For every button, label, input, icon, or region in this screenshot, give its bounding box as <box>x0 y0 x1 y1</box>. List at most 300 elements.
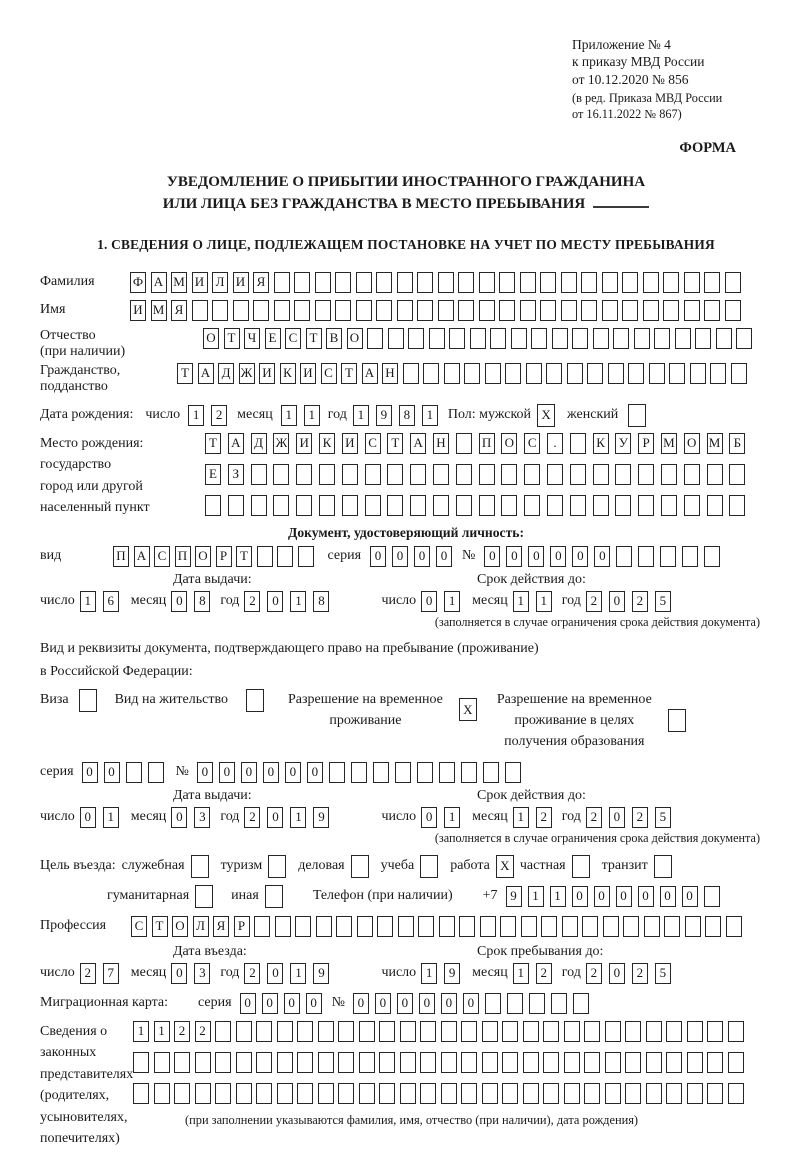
representative-cell <box>277 1052 293 1073</box>
representative-cell <box>359 1083 375 1104</box>
residence-number-cell <box>461 762 477 783</box>
firstname-cell <box>581 300 597 321</box>
firstname-cell <box>704 300 720 321</box>
representative-cell <box>420 1021 436 1042</box>
doc-number-cell: 0 <box>594 546 610 567</box>
valid-day-cell: 1 <box>444 591 460 612</box>
doc-series-cells <box>370 546 452 567</box>
representative-cell <box>687 1021 703 1042</box>
patronymic-cell <box>654 328 670 349</box>
citizenship-cell: Н <box>382 363 398 384</box>
residence-number-cell: 0 <box>241 762 257 783</box>
firstname-cell <box>356 300 372 321</box>
firstname-cell <box>663 300 679 321</box>
issue-day-cell: 0 <box>80 807 96 828</box>
representatives-note: (при заполнении указываются фамилия, имя, отчество (при наличии), дата рождения) <box>185 1112 639 1127</box>
temp-residence-box: X <box>459 698 477 721</box>
phone-cell: 0 <box>660 886 676 907</box>
month-label: месяц <box>130 593 167 609</box>
birth-place-cell <box>456 433 472 454</box>
stay-year-cell: 2 <box>632 963 648 984</box>
representative-cell <box>174 1052 190 1073</box>
doc-number-cell: 0 <box>550 546 566 567</box>
citizenship-cell <box>628 363 644 384</box>
representative-cell <box>379 1052 395 1073</box>
representative-cell <box>297 1052 313 1073</box>
phone-cell: 0 <box>572 886 588 907</box>
migration-number-cell <box>551 993 567 1014</box>
profession-label: Профессия <box>40 918 107 934</box>
patronymic-cell: Т <box>224 328 240 349</box>
representative-cell <box>441 1052 457 1073</box>
representative-cell <box>564 1021 580 1042</box>
validity-note: (заполняется в случае ограничения срока действия документа) <box>434 830 760 845</box>
patronymic-cells <box>203 328 752 349</box>
forma-label: ФОРМА <box>679 139 736 156</box>
valid-year-cells <box>586 591 671 612</box>
birth-place-cell <box>684 464 700 485</box>
issue-day-cell: 6 <box>103 591 119 612</box>
migration-number-cell <box>573 993 589 1014</box>
entry-month-cell: 3 <box>194 963 210 984</box>
firstname-cell <box>438 300 454 321</box>
profession-cell <box>500 916 516 937</box>
issue-year-cell: 1 <box>290 591 306 612</box>
representative-cell <box>359 1021 375 1042</box>
sex-female-box <box>628 404 646 427</box>
birth-place-cell: А <box>228 433 244 454</box>
profession-cell <box>623 916 639 937</box>
firstname-cell <box>520 300 536 321</box>
surname-cell: М <box>171 272 187 293</box>
representative-cell <box>420 1052 436 1073</box>
doc-kind-cell: С <box>154 546 170 567</box>
profession-cell <box>541 916 557 937</box>
migration-card-row <box>40 993 772 1014</box>
month-label: месяц <box>472 965 508 981</box>
patronymic-cell <box>449 328 465 349</box>
surname-cell <box>602 272 618 293</box>
migration-series-label: серия <box>198 995 232 1011</box>
profession-cell: Р <box>234 916 250 937</box>
firstname-cell <box>233 300 249 321</box>
birth-place-cell: Н <box>433 433 449 454</box>
migration-number-cell: 0 <box>375 993 391 1014</box>
birth-place-cell: П <box>479 433 495 454</box>
patronymic-cell <box>675 328 691 349</box>
surname-cell <box>376 272 392 293</box>
birth-day-label: число <box>145 407 181 423</box>
birth-place-cell <box>570 495 586 516</box>
visa-checkbox <box>73 689 97 712</box>
firstname-cell: М <box>151 300 167 321</box>
representative-cell <box>195 1083 211 1104</box>
temp-residence-checkbox <box>453 698 477 721</box>
patronymic-cell <box>408 328 424 349</box>
doc-kind-cell: Т <box>236 546 252 567</box>
representatives-cells-row1 <box>133 1021 744 1042</box>
doc-number-cell <box>638 546 654 567</box>
birth-year-cell: 1 <box>422 405 438 426</box>
visit-purpose-row1 <box>40 855 772 878</box>
issue-date-header: Дата выдачи: <box>173 571 252 587</box>
stay-day-cell: 1 <box>421 963 437 984</box>
birth-place-cell <box>410 464 426 485</box>
residence-number-cell <box>483 762 499 783</box>
representative-cell <box>154 1052 170 1073</box>
profession-cell <box>480 916 496 937</box>
valid-year-cell: 2 <box>632 807 648 828</box>
representative-cell <box>584 1083 600 1104</box>
surname-cell <box>540 272 556 293</box>
birth-place-cell <box>729 464 745 485</box>
doc-number-cell: 0 <box>572 546 588 567</box>
birth-place-cell: Д <box>251 433 267 454</box>
valid-year-cells <box>586 807 671 828</box>
visit-purpose-row2 <box>40 885 772 908</box>
representative-cell <box>379 1021 395 1042</box>
issue-date-header: Дата выдачи: <box>173 787 252 803</box>
birth-place-cell <box>342 464 358 485</box>
representative-cell <box>605 1021 621 1042</box>
representative-cell <box>441 1083 457 1104</box>
sex-male-box: X <box>537 404 555 427</box>
day-label: число <box>381 809 417 825</box>
representatives-cells-block <box>133 1021 744 1128</box>
birth-place-cell: З <box>228 464 244 485</box>
entry-day-cell: 2 <box>80 963 96 984</box>
entry-month-cells <box>171 963 210 984</box>
birth-place-cell: М <box>661 433 677 454</box>
representative-cell <box>400 1021 416 1042</box>
doc-series-cell: 0 <box>436 546 452 567</box>
visa-label: Виза <box>40 692 69 708</box>
residence-permit-box <box>246 689 264 712</box>
annex-line: от 10.12.2020 № 856 <box>572 71 689 87</box>
firstname-cell <box>643 300 659 321</box>
issue-year-cell: 1 <box>290 807 306 828</box>
issue-year-cell: 2 <box>244 807 260 828</box>
migration-series-cell: 0 <box>284 993 300 1014</box>
citizenship-cell <box>464 363 480 384</box>
representative-cell <box>502 1052 518 1073</box>
day-label: число <box>40 593 75 609</box>
birth-place-cell <box>524 464 540 485</box>
birth-place-cell <box>684 495 700 516</box>
surname-cell <box>417 272 433 293</box>
residence-number-cell: 0 <box>285 762 301 783</box>
purpose-business: служебная <box>122 855 209 878</box>
patronymic-cell <box>572 328 588 349</box>
issue-year-cell: 2 <box>244 591 260 612</box>
representative-cell <box>646 1083 662 1104</box>
doc-number-label: № <box>462 548 476 564</box>
citizenship-cell: Ж <box>239 363 255 384</box>
phone-cell: 0 <box>594 886 610 907</box>
representative-cell <box>236 1021 252 1042</box>
citizenship-cell <box>485 363 501 384</box>
representative-cell <box>236 1052 252 1073</box>
phone-cell: 9 <box>506 886 522 907</box>
doc-kind-cell: А <box>134 546 150 567</box>
firstname-cell <box>602 300 618 321</box>
birth-place-cell <box>615 464 631 485</box>
birth-place-cell <box>661 495 677 516</box>
firstname-cell <box>212 300 228 321</box>
purpose-other-box <box>265 885 283 908</box>
citizenship-label: Гражданство, подданство <box>40 362 121 394</box>
representative-cell <box>318 1052 334 1073</box>
profession-cell <box>439 916 455 937</box>
form-title-line2: ИЛИ ЛИЦА БЕЗ ГРАЖДАНСТВА В МЕСТО ПРЕБЫВАНИЯ <box>40 193 772 216</box>
sex-female-label: женский <box>567 407 619 423</box>
visa-option <box>40 689 97 712</box>
firstname-cell <box>294 300 310 321</box>
surname-cell <box>315 272 331 293</box>
migration-number-cell: 0 <box>463 993 479 1014</box>
patronymic-cell: Ч <box>244 328 260 349</box>
annex-line: к приказу МВД России <box>572 54 705 70</box>
validity-note: (заполняется в случае ограничения срока действия документа) <box>434 614 760 629</box>
birth-place-row <box>40 433 772 519</box>
firstname-cell <box>335 300 351 321</box>
representatives-label: Сведения о законных представителях (родителях, усыновителях, попечителях) <box>40 1023 134 1147</box>
birth-place-cell <box>615 495 631 516</box>
profession-cell <box>377 916 393 937</box>
profession-cell <box>705 916 721 937</box>
stay-year-cell: 2 <box>586 963 602 984</box>
month-label: месяц <box>130 809 167 825</box>
month-label: месяц <box>472 809 508 825</box>
migration-number-cell: 0 <box>441 993 457 1014</box>
surname-cell <box>622 272 638 293</box>
birth-place-cell <box>273 495 289 516</box>
citizenship-cell <box>546 363 562 384</box>
issue-day-cell: 1 <box>103 807 119 828</box>
valid-month-cells <box>513 807 552 828</box>
firstname-cells <box>130 300 741 321</box>
valid-year-cell: 2 <box>586 591 602 612</box>
stay-month-cell: 1 <box>513 963 529 984</box>
profession-cell <box>664 916 680 937</box>
surname-cell: И <box>192 272 208 293</box>
representative-cell <box>666 1083 682 1104</box>
birth-month-cell: 1 <box>281 405 297 426</box>
birth-place-cell <box>319 464 335 485</box>
doc-kind-cell: П <box>175 546 191 567</box>
representative-cell <box>625 1021 641 1042</box>
phone-cell: 1 <box>550 886 566 907</box>
profession-cell <box>562 916 578 937</box>
firstname-row <box>40 300 772 321</box>
valid-day-cell: 1 <box>444 807 460 828</box>
residence-number-label: № <box>175 764 189 780</box>
birth-day-cell: 2 <box>211 405 227 426</box>
representative-cell <box>728 1052 744 1073</box>
birth-place-cell: Ж <box>273 433 289 454</box>
surname-cell <box>684 272 700 293</box>
purpose-private: частная <box>520 855 590 878</box>
representative-cell <box>543 1083 559 1104</box>
citizenship-cell: И <box>300 363 316 384</box>
representative-cell: 1 <box>133 1021 149 1042</box>
issue-month-cell: 8 <box>194 591 210 612</box>
birth-place-cell: Т <box>387 433 403 454</box>
surname-cell <box>356 272 372 293</box>
doc-series-cell: 0 <box>392 546 408 567</box>
migration-series-cell: 0 <box>240 993 256 1014</box>
representative-cell <box>564 1052 580 1073</box>
birth-place-cell <box>251 495 267 516</box>
representative-cell <box>256 1052 272 1073</box>
patronymic-cell: Т <box>306 328 322 349</box>
migration-number-label: № <box>331 995 345 1011</box>
surname-label: Фамилия <box>40 274 95 290</box>
patronymic-cell <box>552 328 568 349</box>
residence-permit-checkbox <box>240 689 264 712</box>
representative-cell <box>318 1021 334 1042</box>
migration-number-cell <box>507 993 523 1014</box>
profession-row <box>40 916 772 937</box>
surname-cell <box>274 272 290 293</box>
form-title-line1: УВЕДОМЛЕНИЕ О ПРИБЫТИИ ИНОСТРАННОГО ГРАЖДАНИНА <box>166 173 646 190</box>
patronymic-cell <box>736 328 752 349</box>
temp-residence-edu-box <box>668 709 686 732</box>
citizenship-cell <box>669 363 685 384</box>
doc-kind-label: вид <box>40 548 62 564</box>
firstname-cell <box>376 300 392 321</box>
firstname-cell <box>479 300 495 321</box>
migration-series-cells <box>240 993 322 1014</box>
surname-cell: Л <box>212 272 228 293</box>
patronymic-cell <box>613 328 629 349</box>
doc-kind-cell: Р <box>216 546 232 567</box>
profession-cell: О <box>172 916 188 937</box>
citizenship-cell <box>526 363 542 384</box>
profession-cell: Т <box>152 916 168 937</box>
doc-number-cell <box>704 546 720 567</box>
birth-place-cell <box>593 495 609 516</box>
residence-doc-series-row <box>40 762 772 783</box>
residence-series-cell <box>148 762 164 783</box>
purpose-other: иная <box>231 885 283 908</box>
profession-cell <box>582 916 598 937</box>
doc-number-cell: 0 <box>506 546 522 567</box>
surname-cell <box>294 272 310 293</box>
patronymic-cell <box>511 328 527 349</box>
birth-place-cell <box>707 464 723 485</box>
birth-place-cell <box>433 495 449 516</box>
patronymic-cell <box>634 328 650 349</box>
entry-year-cells <box>244 963 329 984</box>
birth-year-cells <box>353 405 438 426</box>
valid-until-header: Срок действия до: <box>477 571 586 587</box>
stay-month-cells <box>513 963 552 984</box>
birth-place-cell <box>570 464 586 485</box>
entry-year-cell: 0 <box>267 963 283 984</box>
representative-cell <box>523 1083 539 1104</box>
doc-number-cell <box>682 546 698 567</box>
representative-cell <box>379 1083 395 1104</box>
birth-place-cell <box>547 464 563 485</box>
valid-month-cell: 1 <box>536 591 552 612</box>
migration-number-cell: 0 <box>353 993 369 1014</box>
patronymic-cell: О <box>347 328 363 349</box>
citizenship-cell: С <box>321 363 337 384</box>
representative-cell <box>707 1083 723 1104</box>
profession-cell <box>398 916 414 937</box>
representative-cell <box>215 1083 231 1104</box>
birth-place-cell <box>479 495 495 516</box>
sex-female-checkbox <box>628 404 646 427</box>
valid-day-cell: 0 <box>421 807 437 828</box>
purpose-business-box <box>191 855 209 878</box>
purpose-tourism: туризм <box>221 855 287 878</box>
surname-cell: И <box>233 272 249 293</box>
residence-number-cell: 0 <box>263 762 279 783</box>
profession-cell <box>336 916 352 937</box>
patronymic-cell: О <box>203 328 219 349</box>
representative-cell <box>687 1052 703 1073</box>
citizenship-cell <box>567 363 583 384</box>
entry-day-cells <box>80 963 119 984</box>
surname-cell <box>663 272 679 293</box>
birth-place-cell: О <box>501 433 517 454</box>
representative-cell <box>502 1021 518 1042</box>
month-label: месяц <box>472 593 508 609</box>
year-label: год <box>220 809 240 825</box>
purpose-transit-box <box>654 855 672 878</box>
issue-month-cells <box>171 807 210 828</box>
phone-cell: 0 <box>616 886 632 907</box>
patronymic-cell <box>716 328 732 349</box>
birth-place-cell <box>524 495 540 516</box>
birth-place-cell: О <box>684 433 700 454</box>
citizenship-cells <box>177 363 747 384</box>
day-label: число <box>381 593 417 609</box>
phone-cell: 0 <box>682 886 698 907</box>
birth-month-cells <box>281 405 320 426</box>
stay-month-cell: 2 <box>536 963 552 984</box>
doc-kind-cell <box>298 546 314 567</box>
valid-year-cell: 2 <box>632 591 648 612</box>
entry-year-cell: 9 <box>313 963 329 984</box>
representative-cell <box>195 1052 211 1073</box>
representative-cell <box>482 1052 498 1073</box>
birth-place-cell <box>501 464 517 485</box>
phone-cells <box>506 886 720 907</box>
valid-day-cells <box>421 807 460 828</box>
birth-place-cell: М <box>707 433 723 454</box>
citizenship-cell <box>731 363 747 384</box>
birth-place-cell: . <box>547 433 563 454</box>
birth-place-cell: К <box>319 433 335 454</box>
citizenship-cell <box>690 363 706 384</box>
phone-prefix: +7 <box>482 888 498 904</box>
migration-number-cell: 0 <box>419 993 435 1014</box>
doc-series-label: серия <box>327 548 362 564</box>
representative-cell <box>707 1021 723 1042</box>
migration-number-cell: 0 <box>397 993 413 1014</box>
purpose-work: работа X <box>450 855 514 878</box>
citizenship-cell <box>444 363 460 384</box>
profession-cell <box>726 916 742 937</box>
phone-cell: 1 <box>528 886 544 907</box>
doc-series-cell: 0 <box>414 546 430 567</box>
birth-place-cell: К <box>593 433 609 454</box>
valid-month-cell: 1 <box>513 807 529 828</box>
profession-cell: Л <box>193 916 209 937</box>
